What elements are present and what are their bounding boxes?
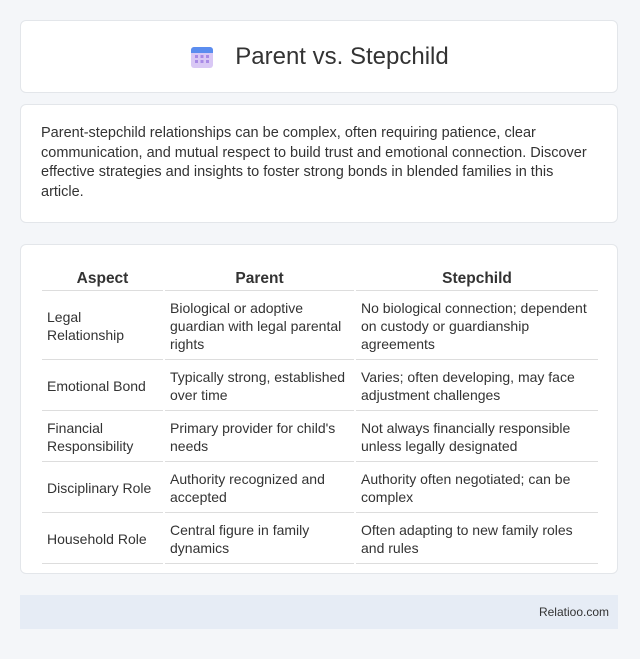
cell-aspect: Legal Relationship <box>42 293 163 360</box>
cell-aspect: Disciplinary Role <box>42 464 163 513</box>
cell-stepchild: Not always financially responsible unless legally designated <box>356 413 598 462</box>
table-row <box>42 362 598 411</box>
table-row <box>42 413 598 462</box>
header-parent: Parent <box>165 267 354 291</box>
intro-paragraph: Parent-stepchild relationships can be complex, often requiring patience, clear communication, and mutual respect to build trust and emotional connection. Discover effective strategies and insights to foster strong bonds in blended families in this article. <box>41 125 587 200</box>
cell-stepchild: Varies; often developing, may face adjustment challenges <box>356 362 598 411</box>
cell-stepchild: No biological connection; dependent on custody or guardianship agreements <box>356 293 598 360</box>
cell-parent: Central figure in family dynamics <box>165 515 354 564</box>
cell-aspect: Emotional Bond <box>42 362 163 411</box>
comparison-table <box>40 265 600 566</box>
comparison-card <box>20 244 618 574</box>
title-card <box>20 20 618 93</box>
cell-stepchild: Often adapting to new family roles and rules <box>356 515 598 564</box>
cell-aspect: Financial Responsibility <box>42 413 163 462</box>
intro-card <box>20 104 618 223</box>
table-row <box>42 464 598 513</box>
table-row <box>42 293 598 360</box>
page-title: Parent vs. Stepchild <box>235 42 449 70</box>
header-aspect: Aspect <box>42 267 163 291</box>
cell-stepchild: Authority often negotiated; can be complex <box>356 464 598 513</box>
cell-parent: Biological or adoptive guardian with legal parental rights <box>165 293 354 360</box>
cell-aspect: Household Role <box>42 515 163 564</box>
footer <box>20 595 618 629</box>
table-header-row <box>42 267 598 291</box>
cell-parent: Authority recognized and accepted <box>165 464 354 513</box>
calendar-icon <box>189 44 215 70</box>
footer-site-name: Relatioo.com <box>538 605 609 619</box>
cell-parent: Primary provider for child's needs <box>165 413 354 462</box>
header-stepchild: Stepchild <box>356 267 598 291</box>
cell-parent: Typically strong, established over time <box>165 362 354 411</box>
table-row <box>42 515 598 564</box>
